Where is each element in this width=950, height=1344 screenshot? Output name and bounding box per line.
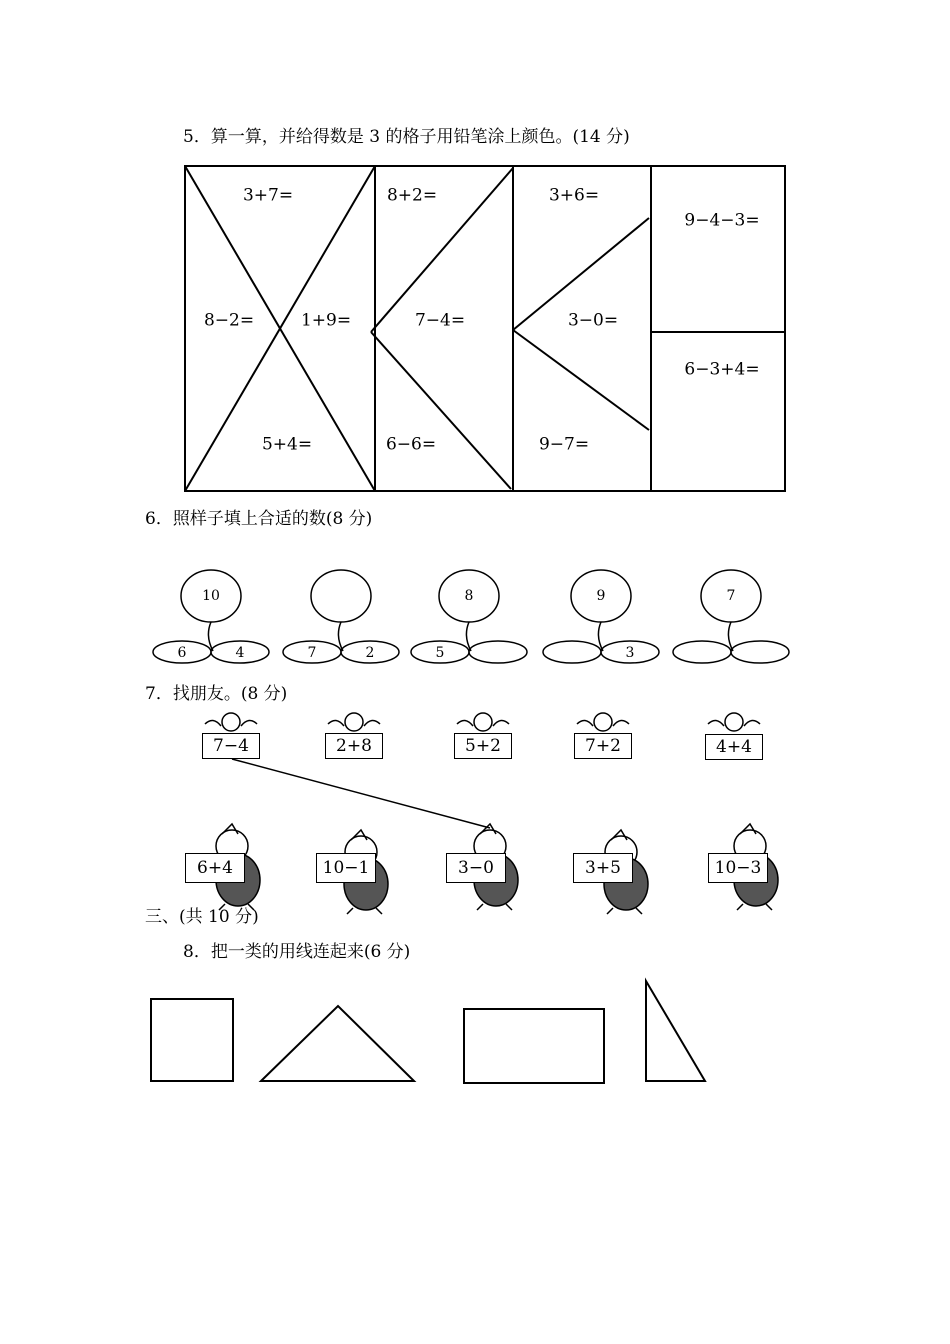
q5-cell: 6−3+4= [684, 359, 760, 380]
flower-shape [543, 570, 659, 663]
bottom-card[interactable]: 3+5 [573, 853, 633, 883]
q5-cell: 9−7= [538, 434, 590, 455]
q5-cell: 3+6= [548, 185, 600, 206]
top-card[interactable]: 4+4 [705, 734, 763, 760]
q6-flowers [153, 570, 789, 663]
bird-icon [205, 713, 257, 731]
top-card[interactable]: 5+2 [454, 733, 512, 759]
flower-shape [153, 570, 269, 663]
q8-title: 8．把一类的用线连起来(6 分) [183, 942, 411, 962]
q6-title: 6．照样子填上合适的数(8 分) [145, 509, 373, 529]
q5-cell: 3−0= [567, 310, 619, 331]
bottom-card[interactable]: 3−0 [446, 853, 506, 883]
top-card[interactable]: 7+2 [574, 733, 632, 759]
bird-icon [708, 713, 760, 731]
q5-cell: 3+7= [242, 185, 294, 206]
q7-title: 7．找朋友。(8 分) [145, 684, 288, 704]
bottom-card[interactable]: 10−1 [316, 853, 376, 883]
flower-right-value: 2 [365, 645, 375, 661]
bird-icon [457, 713, 509, 731]
q5-title: 5．算一算，并给得数是 3 的格子用铅笔涂上颜色。(14 分) [183, 127, 630, 147]
q5-cell: 9−4−3= [684, 210, 760, 231]
flower-top-value: 8 [464, 588, 474, 604]
bird-icon [577, 713, 629, 731]
right-triangle-shape [646, 981, 705, 1081]
flower-shape [673, 570, 789, 663]
triangle-shape [261, 1006, 414, 1081]
q5-cell: 7−4= [414, 310, 466, 331]
top-card[interactable]: 2+8 [325, 733, 383, 759]
q5-cell: 8−2= [203, 310, 255, 331]
flower-right-value: 4 [235, 645, 245, 661]
q5-cell: 1+9= [300, 310, 352, 331]
section3-title: 三、(共 10 分) [145, 907, 259, 927]
flower-top-value: 7 [726, 588, 736, 604]
flower-top-value: 9 [596, 588, 606, 604]
bird-icon [328, 713, 380, 731]
flower-left-value: 7 [307, 645, 317, 661]
bottom-card[interactable]: 6+4 [185, 853, 245, 883]
flower-right-value: 3 [625, 645, 635, 661]
bottom-card[interactable]: 10−3 [708, 853, 768, 883]
q5-cell: 5+4= [261, 434, 313, 455]
top-card[interactable]: 7−4 [202, 733, 260, 759]
q5-diagonal [371, 332, 511, 489]
square-shape [151, 999, 233, 1081]
flower-shape [411, 570, 527, 663]
q7-example-match-line [232, 759, 490, 828]
rectangle-shape [464, 1009, 604, 1083]
q5-cell: 6−6= [385, 434, 437, 455]
flower-left-value: 6 [177, 645, 187, 661]
flower-left-value: 5 [435, 645, 445, 661]
flower-top-value: 10 [202, 588, 220, 604]
q5-cell: 8+2= [386, 185, 438, 206]
q7-birds [205, 713, 760, 731]
flower-shape [283, 570, 399, 663]
q5-diagonal [513, 330, 649, 430]
